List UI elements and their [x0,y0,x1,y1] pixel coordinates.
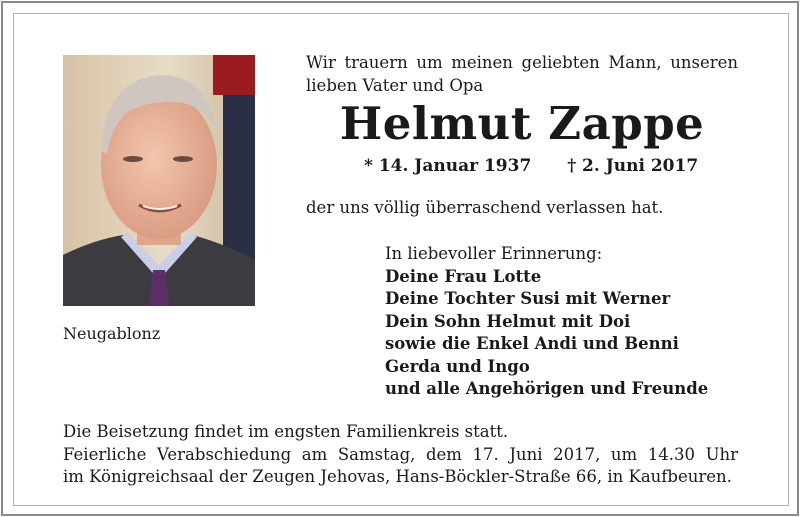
mourner: Deine Frau Lotte [385,266,542,286]
funeral-details [63,421,738,489]
passing-statement: der uns völlig überraschend verlassen hat. [306,198,664,217]
mourner: und alle Angehörigen und Freunde [385,379,709,398]
life-dates [364,156,698,176]
mourning-intro: Wir trauern um meinen geliebten Mann, unseren lieben Vater und Opa [306,53,738,95]
burial-note: Die Beisetzung findet im engsten Familienkreis statt. [63,422,509,441]
mourner: Gerda und Ingo [385,356,530,376]
deceased-name: Helmut Zappe [339,97,705,150]
ceremony-location: im Königreichsaal der Zeugen Jehovas, Hans-Böckler-Straße 66, in Kaufbeuren. [63,467,732,486]
place-of-residence: Neugablonz [63,324,161,343]
remembrance-heading: In liebevoller Erinnerung: [385,244,603,263]
portrait-photo [63,55,255,306]
birth-date: * 14. Januar 1937 [364,156,532,176]
mourner: Dein Sohn Helmut mit Doi [385,311,631,331]
mourner: sowie die Enkel Andi und Benni [385,334,679,353]
death-date: † 2. Juni 2017 [567,156,699,176]
mourners-list [385,243,708,401]
mourner: Deine Tochter Susi mit Werner [385,289,671,308]
farewell-ceremony: Feierliche Verabschiedung am Samstag, dem 17. Juni 2017, um 14.30 Uhr [63,444,738,464]
